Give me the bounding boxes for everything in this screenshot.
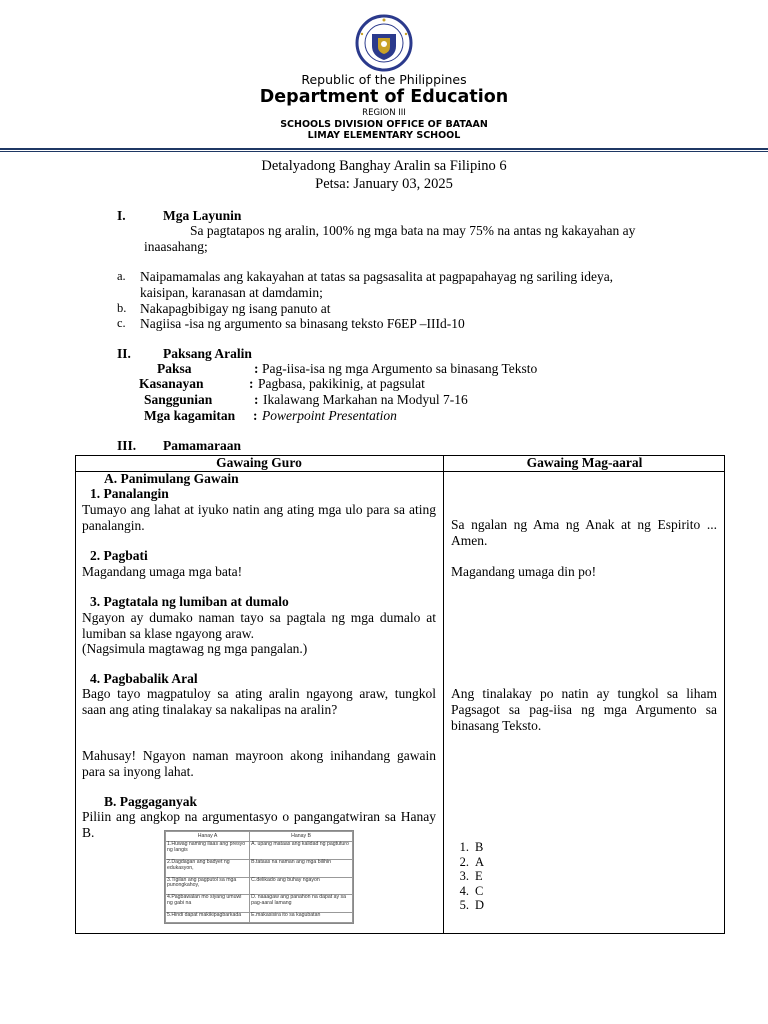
col-header-student: Gawaing Mag-aaral <box>526 455 643 470</box>
step3-text: Ngayon ay dumako naman tayo sa pagtala ng mga dumalo at lumiban sa klase ngayong araw. <box>82 610 436 641</box>
mini-cell: E.makasisira ito sa kagubatan <box>250 913 353 923</box>
answer-value: B <box>475 840 484 854</box>
step4-text: Bago tayo magpatuloy sa ating aralin ngayong araw, tungkol saan ang ating tinalakay sa nakalipas na aralin? <box>82 686 436 717</box>
mini-cell: 5.Hindi dapat makikipagbarkada <box>166 913 250 923</box>
section1-heading: Mga Layunin <box>163 208 242 223</box>
mini-cell: 2.Dagdagan ang badyet ng edukasyon, <box>166 859 250 877</box>
section2-numeral: II. <box>117 346 131 361</box>
kasanayan-sep: : <box>249 376 254 391</box>
answer-value: D <box>475 898 485 912</box>
answer-number: 2. <box>459 854 469 869</box>
kagamitan-sep: : <box>253 408 258 423</box>
step2-text: Magandang umaga mga bata! <box>82 564 243 579</box>
answer-item <box>453 840 484 855</box>
answer-item <box>453 855 484 870</box>
answer-number: 1. <box>459 840 469 854</box>
section2-heading: Paksang Aralin <box>163 346 252 361</box>
kasanayan-value: Pagbasa, pakikinig, at pagsulat <box>258 376 425 391</box>
mini-cell: D. naaagaw ang panahon na dapat ay sa pag-aaral lamang <box>250 895 353 913</box>
header-region: REGION III <box>362 108 406 118</box>
answer-number: 3. <box>459 869 469 883</box>
header-divider-thin <box>0 151 768 152</box>
part-b-heading: B. Paggaganyak <box>104 794 198 809</box>
sanggunian-sep: : <box>254 392 259 407</box>
step2-title: 2. Pagbati <box>90 548 148 563</box>
header-division: SCHOOLS DIVISION OFFICE OF BATAAN <box>280 119 488 130</box>
section1-intro-line2: inaasahang; <box>144 239 208 254</box>
lesson-title: Detalyadong Banghay Aralin sa Filipino 6 <box>261 158 507 174</box>
answer-item <box>453 898 484 913</box>
answer-item <box>453 869 484 884</box>
step1-text: Tumayo ang lahat at iyuko natin ang ating mga ulo para sa ating panalangin. <box>82 502 436 533</box>
answer-value: A <box>475 854 485 869</box>
header-department: Department of Education <box>259 87 509 107</box>
mini-cell: B.tataas na naman ang mga bilihin <box>250 859 353 877</box>
mini-col-b: Hanay B <box>250 832 353 842</box>
lesson-date: Petsa: January 03, 2025 <box>315 176 453 192</box>
sanggunian-value: Ikalawang Markahan na Modyul 7-16 <box>263 392 468 407</box>
kasanayan-label: Kasanayan <box>139 376 204 391</box>
mini-cell: 1.Huwag naming ilaas ang presyo ng langis <box>166 841 250 859</box>
objective-marker: c. <box>117 316 126 330</box>
section3-heading: Pamamaraan <box>163 438 241 453</box>
step4-response: Ang tinalakay po natin ay tungkol sa liham Pagsagot sa pag-iisa ng mga Argumento sa binasang Teksto. <box>451 686 717 733</box>
mini-col-a: Hanay A <box>166 832 250 842</box>
kagamitan-value: Powerpoint Presentation <box>262 408 397 423</box>
step4-praise: Mahusay! Ngayon naman mayroon akong inihandang gawain para sa inyong lahat. <box>82 748 436 779</box>
sanggunian-label: Sanggunian <box>144 392 213 407</box>
answer-number: 5. <box>459 898 469 912</box>
step3-title: 3. Pagtatala ng lumiban at dumalo <box>90 594 289 609</box>
answer-number: 4. <box>459 883 469 898</box>
section1-intro-line1: Sa pagtatapos ng aralin, 100% ng mga bata na may 75% na antas ng kakayahan ay <box>190 223 636 238</box>
objective-marker: b. <box>117 301 127 315</box>
objective-marker: a. <box>117 269 126 283</box>
table-column-divider <box>443 455 444 934</box>
mini-cell: A. upang mataas ang kalidad ng pagtuturo <box>250 841 353 859</box>
step2-response: Magandang umaga din po! <box>451 564 597 579</box>
objective-a-line2: kaisipan, karanasan at damdamin; <box>140 285 323 300</box>
paksa-label: Paksa <box>157 361 192 376</box>
objective-b-line1: Nakapagbibigay ng isang panuto at <box>140 301 331 316</box>
matching-table-image <box>164 830 354 924</box>
mini-cell: C.delikado ang buhay ngayon <box>250 877 353 895</box>
answer-value: E <box>475 869 483 883</box>
mini-cell: 3.Tigilan ang pagputol sa mga punongkahoy, <box>166 877 250 895</box>
answer-value: C <box>475 883 484 898</box>
answer-list <box>453 840 484 913</box>
kagamitan-label: Mga kagamitan <box>144 408 236 423</box>
part-a-heading: A. Panimulang Gawain <box>104 471 239 486</box>
mini-cell: 4.Pagbawalan mo siyang umuwi ng gabi na <box>166 895 250 913</box>
paksa-value: Pag-iisa-isa ng mga Argumento sa binasang Teksto <box>262 361 538 376</box>
objective-c-line1: Nagiisa -isa ng argumento sa binasang teksto F6EP –IIId-10 <box>140 316 465 331</box>
step1-response: Sa ngalan ng Ama ng Anak at ng Espirito ... Amen. <box>451 517 717 548</box>
header-republic: Republic of the Philippines <box>301 72 467 87</box>
section3-numeral: III. <box>117 438 137 453</box>
col-header-teacher: Gawaing Guro <box>216 455 302 470</box>
section1-numeral: I. <box>117 208 126 223</box>
paksa-sep: : <box>254 361 259 376</box>
step4-title: 4. Pagbabalik Aral <box>90 671 198 686</box>
answer-item <box>453 884 484 899</box>
header-divider <box>0 148 768 150</box>
deped-seal-logo <box>350 14 418 72</box>
part-b-text: Piliin ang angkop na argumentasyo o pangangatwiran sa Hanay B. <box>82 809 436 840</box>
objective-a-line1: Naipamamalas ang kakayahan at tatas sa pagsasalita at pagpapahayag ng sariling ideya, <box>140 269 614 284</box>
step3-note: (Nagsimula magtawag ng mga pangalan.) <box>82 641 308 656</box>
header-school: LIMAY ELEMENTARY SCHOOL <box>307 130 461 141</box>
step1-title: 1. Panalangin <box>90 486 169 501</box>
